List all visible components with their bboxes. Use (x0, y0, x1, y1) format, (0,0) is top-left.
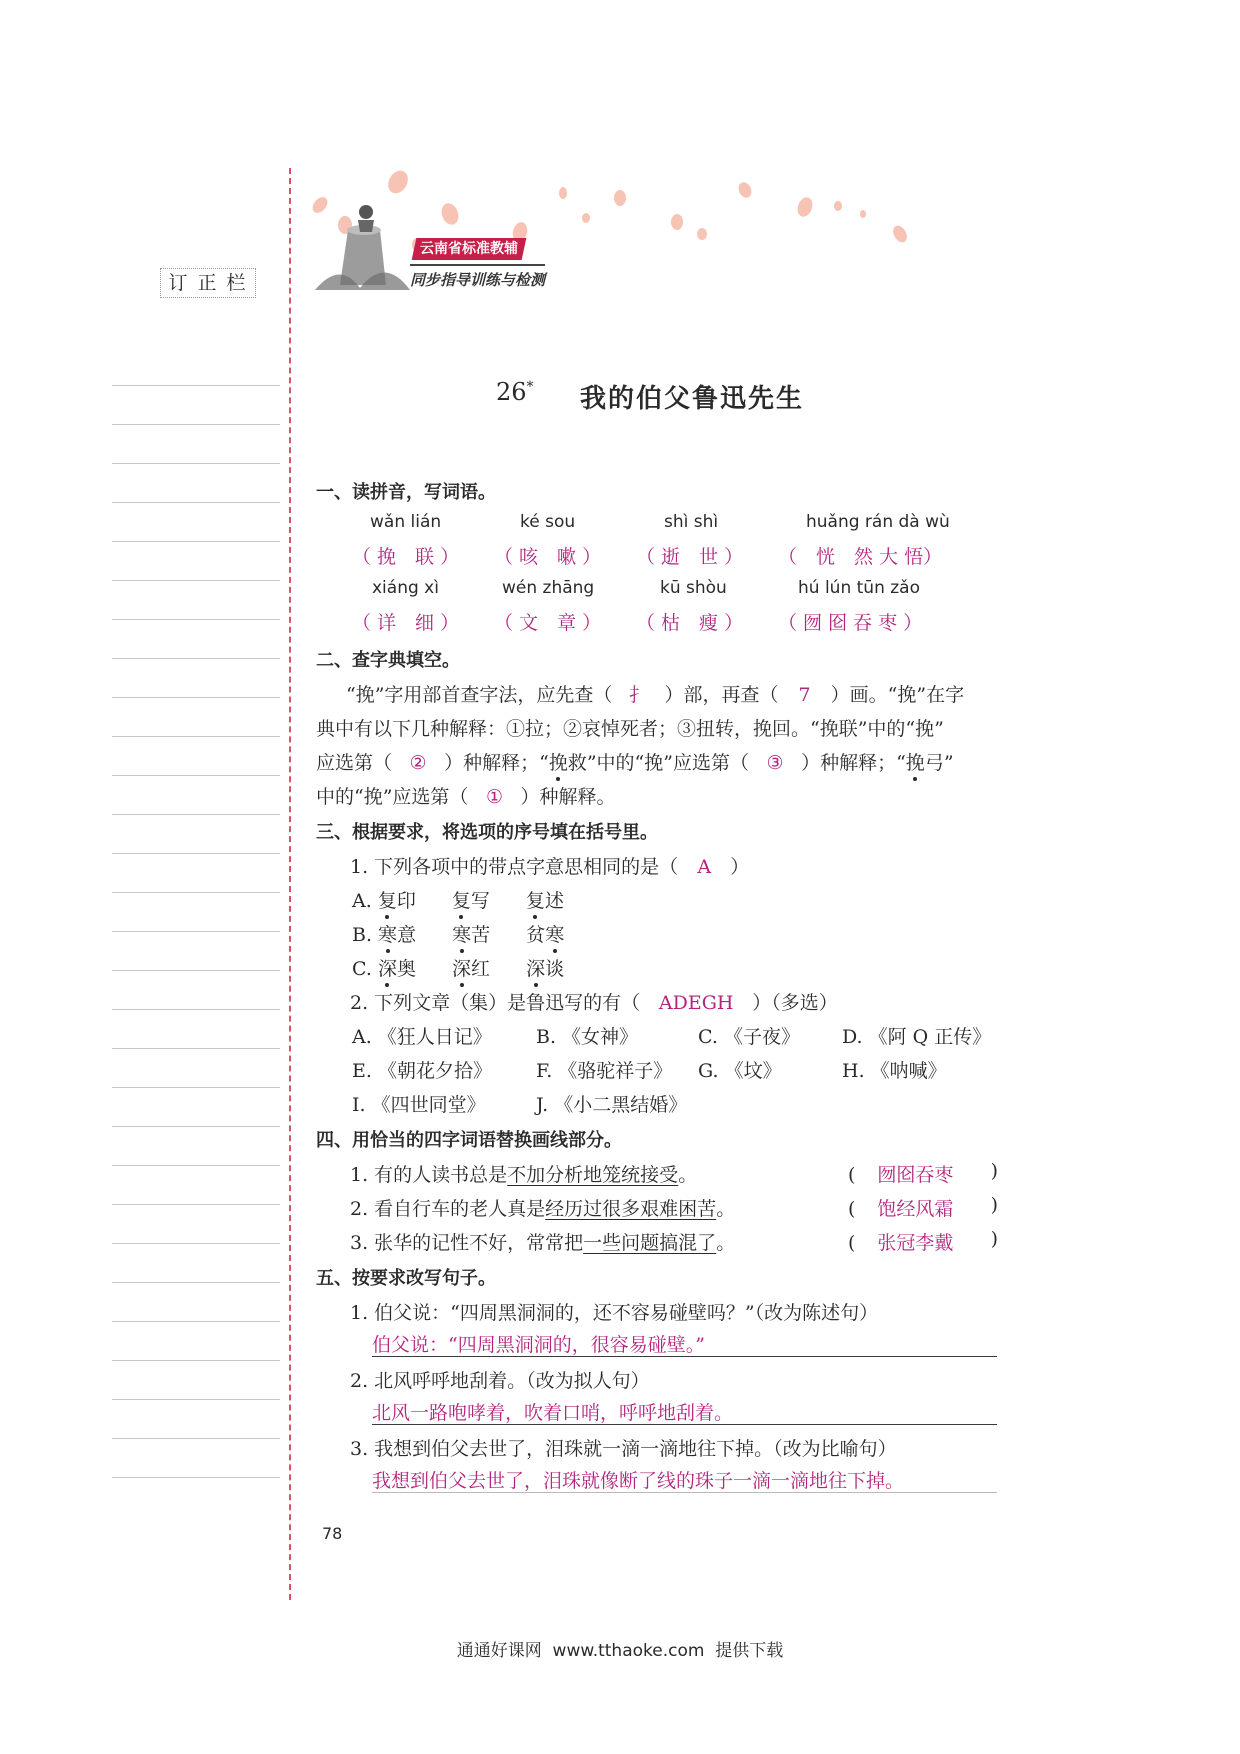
margin-line (112, 1360, 280, 1361)
margin-line (112, 658, 280, 659)
dictionary-line-4: 中的“挽”应选第（ ① ）种解释。 (316, 786, 616, 808)
work-item: F. 《骆驼祥子》 (536, 1060, 673, 1082)
margin-line (112, 1282, 280, 1283)
answer-line (372, 1492, 997, 1493)
pinyin: shì shì (664, 512, 719, 532)
margin-line (112, 970, 280, 971)
margin-line (112, 580, 280, 581)
margin-line (112, 736, 280, 737)
rewrite-question: 1. 伯父说：“四周黑洞洞的，还不容易碰壁吗？”（改为陈述句） (350, 1302, 879, 1324)
replace-answer: ( 饱经风霜 ) (848, 1194, 998, 1220)
dictionary-line-1: “挽”字用部首查字法，应先查（ 扌 ）部，再查（ 7 ）画。“挽”在字 (346, 680, 964, 707)
logo-badge: 云南省标准教辅 (412, 238, 527, 260)
margin-line (112, 853, 280, 854)
footer-text: 通通好课网 www.tthaoke.com 提供下载 (456, 1641, 784, 1661)
pinyin: wǎn lián (370, 512, 442, 532)
option-row: A. 复印 复写 复述 (352, 886, 564, 913)
margin-line (112, 1165, 280, 1166)
work-item: J. 《小二黑结婚》 (536, 1094, 688, 1116)
replace-answer: ( 囫囵吞枣 ) (848, 1160, 998, 1186)
answer-line (372, 1424, 997, 1425)
section-3-title: 三、根据要求，将选项的序号填在括号里。 (316, 822, 658, 843)
tree-stump-icon (315, 205, 410, 290)
margin-line (112, 463, 280, 464)
section-1-title: 一、读拼音，写词语。 (316, 482, 496, 503)
pinyin: ké sou (520, 512, 576, 532)
work-item: B. 《女神》 (536, 1026, 639, 1048)
margin-line (112, 697, 280, 698)
header-illustration (300, 160, 920, 300)
answer-radical: 扌 (628, 684, 648, 706)
replace-item: 2. 看自行车的老人真是经历过很多艰难困苦。 (350, 1198, 736, 1220)
margin-line (112, 1243, 280, 1244)
margin-line (112, 814, 280, 815)
pinyin: xiáng xì (372, 578, 439, 598)
work-item: G. 《坟》 (698, 1060, 782, 1082)
underlined-phrase: 一些问题搞混了 (583, 1232, 717, 1254)
margin-line (112, 541, 280, 542)
rewrite-answer: 我想到伯父去世了，泪珠就像断了线的珠子一滴一滴地往下掉。 (372, 1470, 905, 1492)
lesson-number: 26* (496, 378, 534, 406)
pinyin: wén zhāng (502, 578, 595, 598)
section-5-title: 五、按要求改写句子。 (316, 1268, 496, 1289)
work-item: C. 《子夜》 (698, 1026, 800, 1048)
work-item: A. 《狂人日记》 (352, 1026, 492, 1048)
question-3-1: 1. 下列各项中的带点字意思相同的是（ A ） (350, 856, 750, 878)
margin-line (112, 1009, 280, 1010)
margin-line (112, 502, 280, 503)
question-3-2: 2. 下列文章（集）是鲁迅写的有（ ADEGH ）（多选） (350, 992, 838, 1014)
margin-line (112, 775, 280, 776)
margin-line (112, 1126, 280, 1127)
rewrite-question: 3. 我想到伯父去世了，泪珠就一滴一滴地往下掉。（改为比喻句） (350, 1438, 897, 1460)
underlined-phrase: 经历过很多艰难困苦 (545, 1198, 717, 1220)
option-row: C. 深奥 深红 深谈 (352, 954, 564, 981)
margin-line (112, 1087, 280, 1088)
margin-line (112, 1438, 280, 1439)
margin-line (112, 1477, 280, 1478)
answer-meaning: ① (485, 786, 503, 808)
answer-word: （ 详 细 ） (352, 612, 460, 634)
rewrite-answer: 伯父说：“四周黑洞洞的，很容易碰壁。” (372, 1334, 705, 1356)
answer-word: （ 枯 瘦 ） (636, 612, 744, 634)
margin-line (112, 892, 280, 893)
rewrite-answer: 北风一路咆哮着，吹着口哨，呼呼地刮着。 (372, 1402, 734, 1424)
margin-line (112, 1204, 280, 1205)
logo-subtitle: 同步指导训练与检测 (410, 264, 545, 290)
pinyin: kū shòu (660, 578, 727, 598)
section-2-title: 二、查字典填空。 (316, 650, 460, 671)
leaf-icon (310, 167, 910, 252)
option-row: B. 寒意 寒苦 贫寒 (352, 920, 564, 947)
dictionary-line-2: 典中有以下几种解释：①拉；②哀悼死者；③扭转，挽回。“挽联”中的“挽” (316, 718, 944, 740)
dictionary-line-3: 应选第（ ② ）种解释；“挽救”中的“挽”应选第（ ③ ）种解释；“挽弓” (316, 748, 954, 775)
margin-title-box (160, 268, 256, 298)
answer-strokes: 7 (798, 684, 811, 706)
underlined-phrase: 不加分析地笼统接受 (507, 1164, 679, 1186)
answer-choice: A (697, 856, 712, 878)
answer-word: （ 咳 嗽 ） (494, 546, 602, 568)
margin-divider (289, 168, 291, 1600)
answer-line (372, 1356, 997, 1357)
work-item: I. 《四世同堂》 (352, 1094, 486, 1116)
work-item: D. 《阿 Q 正传》 (842, 1026, 992, 1048)
pinyin: huǎng rán dà wù (806, 512, 950, 532)
replace-answer: ( 张冠李戴 ) (848, 1228, 998, 1254)
section-4-title: 四、用恰当的四字词语替换画线部分。 (316, 1130, 622, 1151)
margin-line (112, 619, 280, 620)
replace-item: 3. 张华的记性不好，常常把一些问题搞混了。 (350, 1232, 736, 1254)
margin-line (112, 385, 280, 386)
margin-line (112, 1048, 280, 1049)
answer-meaning: ② (409, 752, 427, 774)
margin-title: 订 正 栏 (168, 272, 248, 294)
rewrite-question: 2. 北风呼呼地刮着。（改为拟人句） (350, 1370, 650, 1392)
answer-meaning: ③ (766, 752, 784, 774)
replace-item: 1. 有的人读书总是不加分析地笼统接受。 (350, 1164, 698, 1186)
answer-word: （ 挽 联 ） (352, 546, 460, 568)
answer-word: （ 恍 然 大 悟） (778, 546, 943, 568)
lesson-title: 我的伯父鲁迅先生 (580, 384, 805, 414)
work-item: E. 《朝花夕拾》 (352, 1060, 492, 1082)
margin-line (112, 931, 280, 932)
answer-word: （ 逝 世 ） (636, 546, 744, 568)
margin-line (112, 424, 280, 425)
answer-choice: ADEGH (658, 992, 734, 1014)
answer-word: （ 囫 囵 吞 枣 ） (778, 612, 923, 634)
margin-line (112, 1399, 280, 1400)
margin-line (112, 1321, 280, 1322)
answer-word: （ 文 章 ） (494, 612, 602, 634)
pinyin: hú lún tūn zǎo (798, 578, 920, 598)
page-number: 78 (322, 1524, 343, 1543)
work-item: H. 《呐喊》 (842, 1060, 947, 1082)
